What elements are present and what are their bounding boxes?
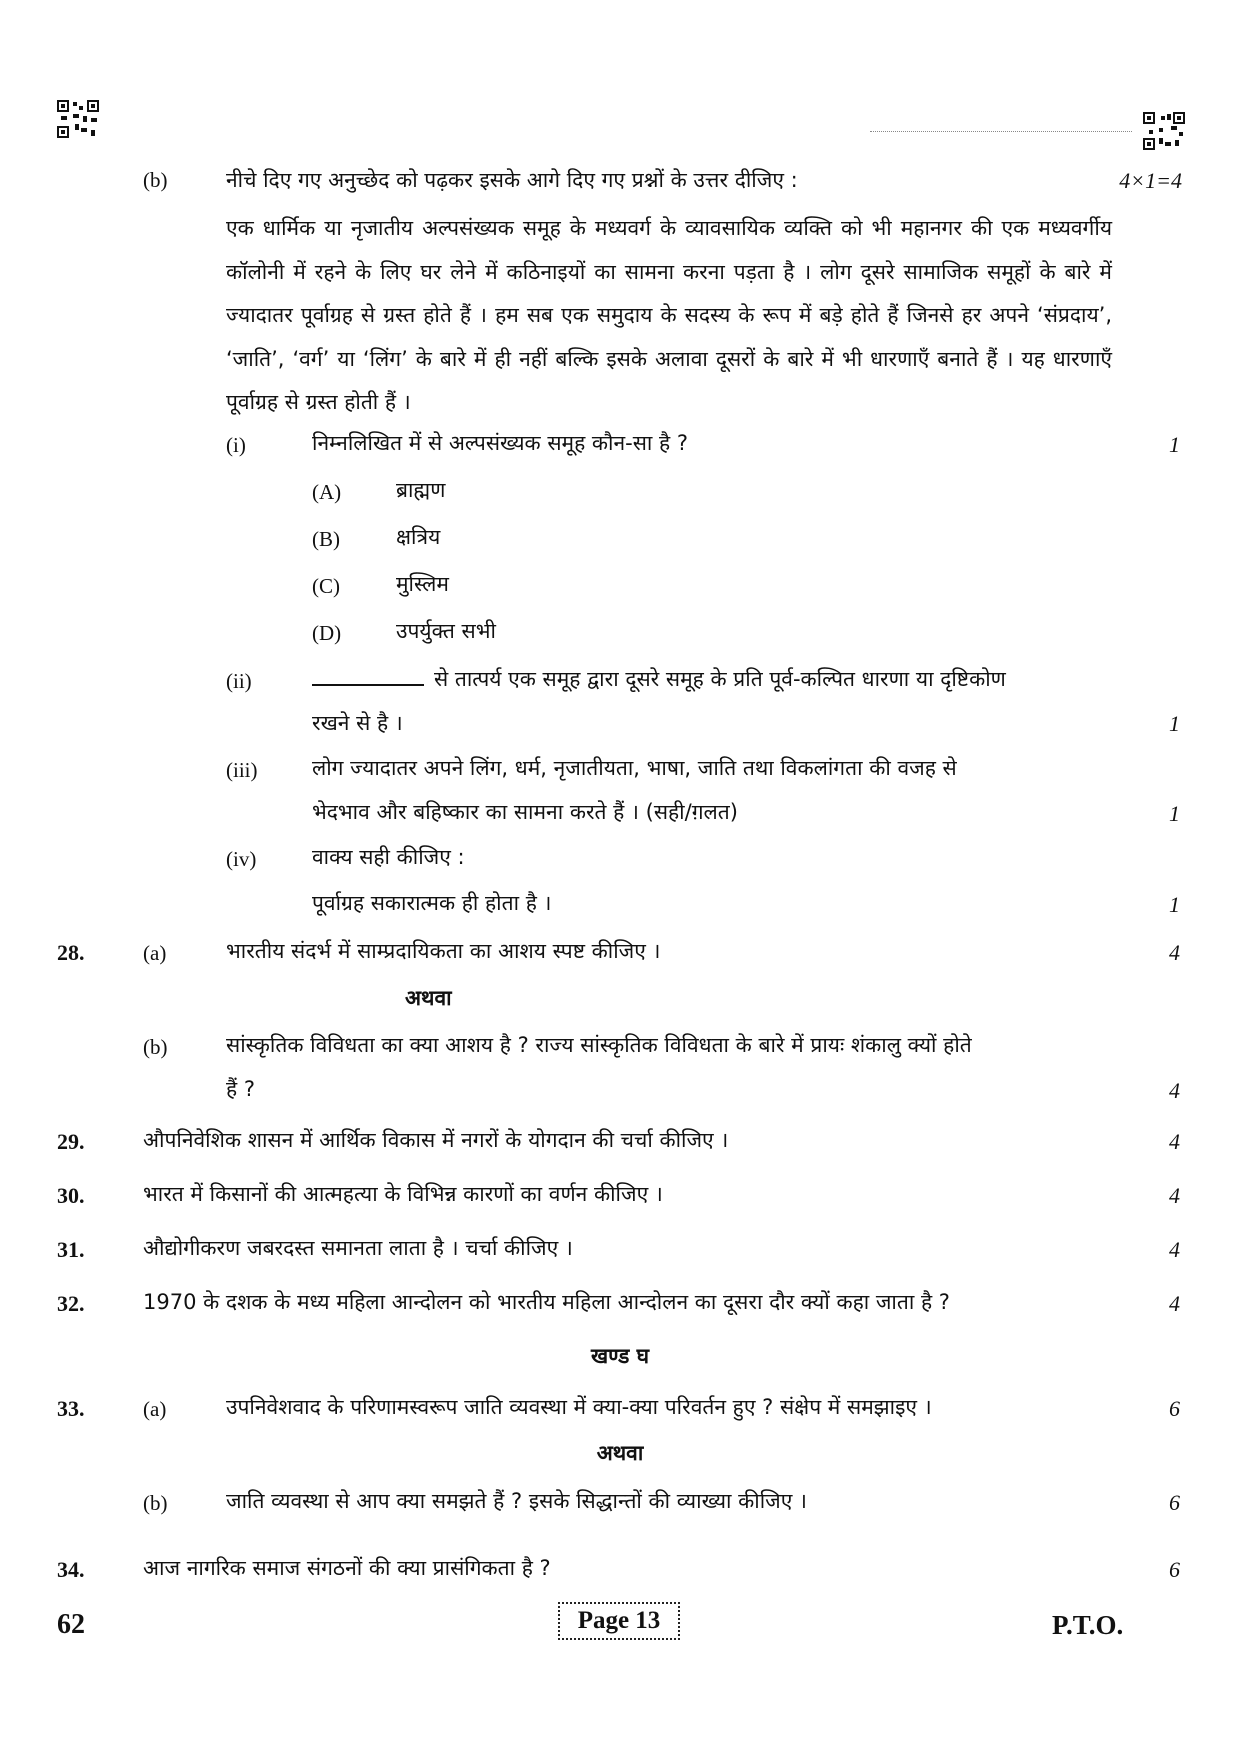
q33a-label: (a) [143, 1397, 167, 1421]
pto-label: P.T.O. [1052, 1610, 1124, 1640]
q28a-text: भारतीय संदर्भ में साम्प्रदायिकता का आशय स्पष्ट कीजिए । [226, 939, 661, 963]
option-a-label: (A) [312, 480, 342, 504]
q28b-line1: सांस्कृतिक विविधता का क्या आशय है ? राज्य सांस्कृतिक विविधता के बारे में प्रायः शंकालु क्यों होते [226, 1033, 972, 1057]
q33b-label: (b) [143, 1491, 168, 1515]
q34-text: आज नागरिक समाज संगठनों की क्या प्रासंगिकता है ? [143, 1556, 551, 1580]
q33b-text: जाति व्यवस्था से आप क्या समझते हैं ? इसके सिद्धान्तों की व्याख्या कीजिए । [226, 1489, 807, 1513]
q28b-line2: हैं ? [226, 1077, 255, 1101]
q27b-iii-marks: 1 [1169, 801, 1180, 826]
header-dotted-line [870, 131, 1132, 132]
q27b-ii-line1 [312, 666, 1006, 692]
q28-number: 28. [57, 940, 85, 965]
q27b-ii-label: (ii) [226, 669, 252, 693]
q27b-i-label: (i) [226, 433, 246, 457]
q27b-ii-marks: 1 [1169, 711, 1180, 736]
page-number-box [558, 1602, 680, 1640]
q27b-iii-line2: भेदभाव और बहिष्कार का सामना करते हैं । (सही/ग़लत) [312, 800, 738, 824]
q31-number: 31. [57, 1237, 85, 1262]
option-a-text: ब्राह्मण [396, 478, 446, 502]
option-c-label: (C) [312, 574, 340, 598]
q28a-label: (a) [143, 941, 167, 965]
q34-marks: 6 [1169, 1557, 1180, 1582]
q33a-marks: 6 [1169, 1396, 1180, 1421]
section-heading: खण्ड घ [590, 1344, 650, 1368]
q28a-marks: 4 [1169, 940, 1180, 965]
q33b-marks: 6 [1169, 1490, 1180, 1515]
q28b-label: (b) [143, 1035, 168, 1059]
q32-text: 1970 के दशक के मध्य महिला आन्दोलन को भारतीय महिला आन्दोलन का दूसरा दौर क्यों कहा जाता है ? [143, 1290, 950, 1314]
q33-or: अथवा [596, 1441, 644, 1465]
q33-number: 33. [57, 1396, 85, 1421]
q34-number: 34. [57, 1557, 85, 1582]
option-b-label: (B) [312, 527, 340, 551]
fill-in-blank [312, 666, 424, 686]
q27b-label: (b) [143, 168, 168, 192]
q33a-text: उपनिवेशवाद के परिणामस्वरूप जाति व्यवस्था में क्या-क्या परिवर्तन हुए ? संक्षेप में समझाइए । [226, 1395, 932, 1419]
option-d-text: उपर्युक्त सभी [396, 619, 496, 643]
q31-marks: 4 [1169, 1237, 1180, 1262]
q27b-marks: 4×1=4 [1119, 168, 1182, 193]
q31-text: औद्योगीकरण जबरदस्त समानता लाता है । चर्चा कीजिए । [143, 1236, 573, 1260]
q28-or: अथवा [405, 986, 452, 1010]
option-d-label: (D) [312, 621, 342, 645]
q27b-passage: एक धार्मिक या नृजातीय अल्पसंख्यक समूह के मध्यवर्ग के व्यावसायिक व्यक्ति को भी महानगर की एक मध्यवर्गीय कॉलोनी में रहने के लिए घर लेने में कठिनाइयों का सामना करना पड़ता है । लोग दूसरे सामाजिक समूहों के बारे में ज्यादातर पूर्वाग्रह से ग्रस्त होते हैं । हम सब एक समुदाय के सदस्य के रूप में बड़े होते हैं जिनसे हर अपने ‘संप्रदाय’, ‘जाति’, ‘वर्ग’ या ‘लिंग’ के बारे में ही नहीं बल्कि इसके अलावा दूसरों के बारे में भी धारणाएँ बनाते हैं । यह धारणाएँ पूर्वाग्रह से ग्रस्त होती हैं । [226, 216, 1112, 414]
option-b-text: क्षत्रिय [396, 525, 441, 549]
qr-code-left [57, 100, 99, 138]
q27b-ii-line2: रखने से है । [312, 711, 403, 735]
q29-number: 29. [57, 1129, 85, 1154]
q29-marks: 4 [1169, 1129, 1180, 1154]
q27b-iv-line1: वाक्य सही कीजिए : [312, 845, 465, 869]
q29-text: औपनिवेशिक शासन में आर्थिक विकास में नगरों के योगदान की चर्चा कीजिए । [143, 1128, 729, 1152]
q28b-marks: 4 [1169, 1078, 1180, 1103]
q27b-iv-line2: पूर्वाग्रह सकारात्मक ही होता है । [312, 891, 552, 915]
q30-number: 30. [57, 1183, 85, 1208]
page-number: Page 13 [577, 1607, 661, 1634]
paper-code: 62 [57, 1609, 85, 1640]
option-c-text: मुस्लिम [396, 572, 449, 596]
qr-code-right [1143, 112, 1185, 150]
q30-text: भारत में किसानों की आत्महत्या के विभिन्न कारणों का वर्णन कीजिए । [143, 1182, 663, 1206]
q32-marks: 4 [1169, 1291, 1180, 1316]
q27b-iv-marks: 1 [1169, 892, 1180, 917]
q27b-i-marks: 1 [1169, 432, 1180, 457]
q27b-i-text: निम्नलिखित में से अल्पसंख्यक समूह कौन-सा है ? [312, 431, 688, 455]
q30-marks: 4 [1169, 1183, 1180, 1208]
q27b-instruction: नीचे दिए गए अनुच्छेद को पढ़कर इसके आगे दिए गए प्रश्नों के उत्तर दीजिए : [226, 168, 798, 192]
q27b-iii-line1: लोग ज्यादातर अपने लिंग, धर्म, नृजातीयता, भाषा, जाति तथा विकलांगता की वजह से [312, 756, 957, 780]
q27b-iv-label: (iv) [226, 847, 257, 871]
q27b-iii-label: (iii) [226, 758, 258, 782]
q27b-ii-line1-text: से तात्पर्य एक समूह द्वारा दूसरे समूह के प्रति पूर्व-कल्पित धारणा या दृष्टिकोण [434, 667, 1006, 691]
q32-number: 32. [57, 1291, 85, 1316]
